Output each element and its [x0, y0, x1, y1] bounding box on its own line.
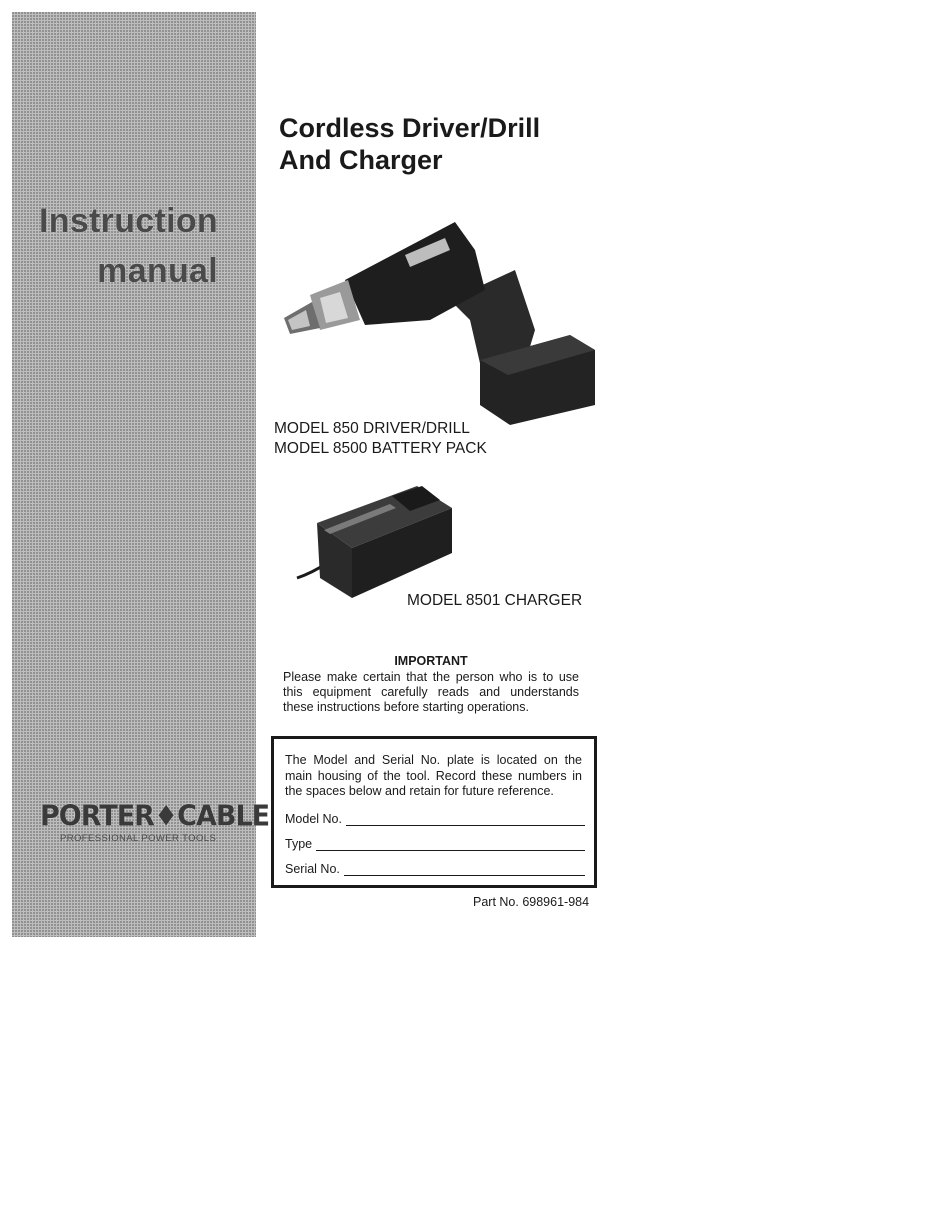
document-title — [279, 112, 540, 176]
serial-record-box — [271, 736, 597, 888]
drill-illustration — [270, 210, 610, 440]
battery-model-label: MODEL 8500 BATTERY PACK — [274, 440, 487, 457]
document-title-line2: And Charger — [279, 145, 443, 175]
brand-logo: PORTER♦CABLE — [40, 800, 270, 833]
record-instructions: The Model and Serial No. plate is located on the main housing of the tool. Record these numbers in the spaces below and retain for future reference. — [285, 753, 582, 798]
document-title-line1: Cordless Driver/Drill — [279, 113, 541, 143]
type-line — [316, 840, 585, 851]
charger-model-label: MODEL 8501 CHARGER — [407, 592, 583, 609]
part-number: Part No. 698961-984 — [473, 895, 590, 909]
cover-sidebar — [12, 12, 270, 937]
sidebar-title-line1: Instruction — [39, 202, 218, 240]
model-number-field[interactable] — [285, 812, 585, 826]
model-number-line — [346, 815, 585, 826]
serial-number-line — [344, 865, 585, 876]
type-label: Type — [285, 837, 313, 851]
type-field[interactable] — [285, 837, 585, 851]
brand-tagline: PROFESSIONAL POWER TOOLS — [60, 833, 217, 844]
serial-number-field[interactable] — [285, 862, 585, 876]
drill-model-label: MODEL 850 DRIVER/DRILL — [274, 420, 470, 437]
important-notice: Please make certain that the person who is to use this equipment carefully reads and understands these instructions before starting operations. — [283, 670, 579, 714]
important-heading: IMPORTANT — [394, 654, 468, 668]
serial-number-label: Serial No. — [285, 862, 340, 876]
charger-illustration — [292, 478, 462, 608]
model-number-label: Model No. — [285, 812, 342, 826]
sidebar-title-line2: manual — [97, 252, 218, 290]
